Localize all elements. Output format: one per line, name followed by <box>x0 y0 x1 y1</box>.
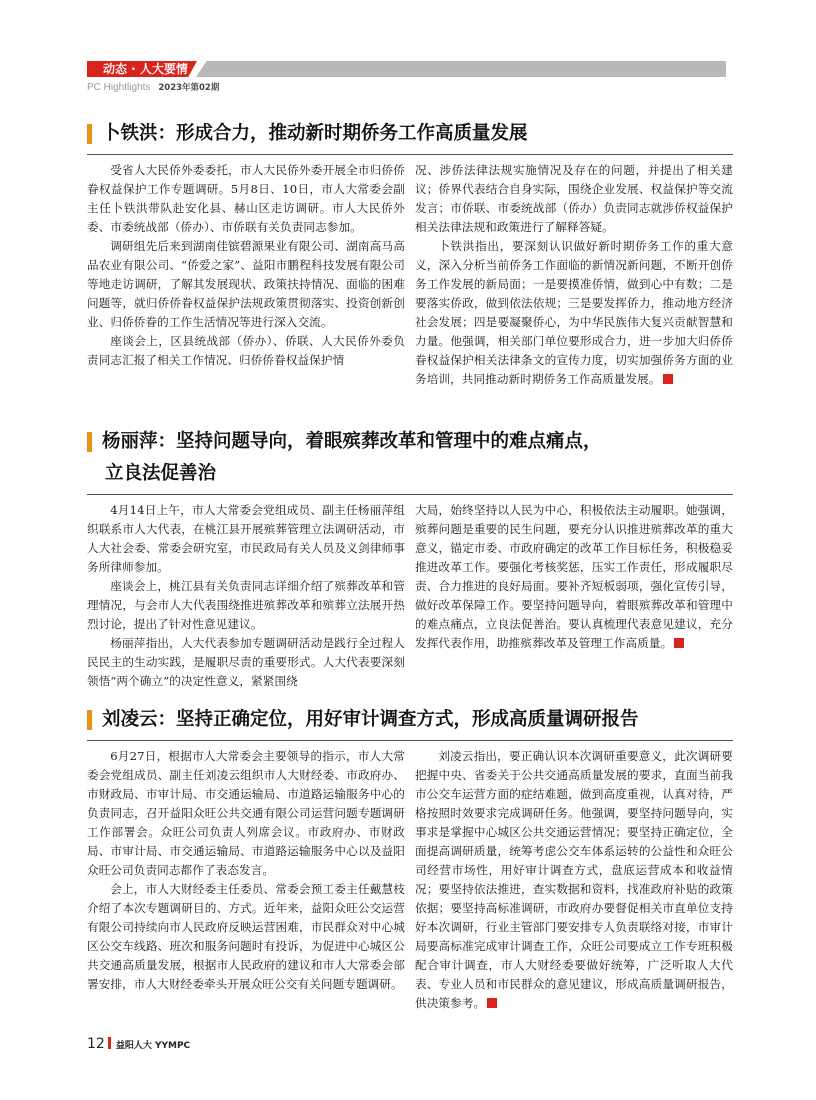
subtitle-en: PC Hightlights <box>87 82 151 93</box>
section-title <box>87 118 733 150</box>
paragraph-continued: 况、涉侨法律法规实施情况及存在的问题，并提出了相关建议；侨界代表结合自身实际，围绕企业发展、权益保护等交流发言；市侨联、市委统战部（侨办）负责同志就涉侨权益保护相关法律法规和政策进行了解释答疑。 <box>415 163 733 234</box>
title-rule <box>87 740 733 741</box>
two-column-body <box>87 747 733 1013</box>
page-footer <box>87 1033 190 1052</box>
left-column <box>87 747 405 1013</box>
paragraph-continued <box>415 501 733 653</box>
header-subtitle <box>87 81 219 93</box>
two-column-body <box>87 501 733 691</box>
left-column <box>87 501 405 691</box>
paragraph: 座谈会上，桃江县有关负责同志详细介绍了殡葬改革和管理情况，与会市人大代表围绕推进殡葬改革和殡葬立法展开热烈讨论，提出了针对性意见建议。 <box>87 579 405 631</box>
right-column <box>415 747 733 1013</box>
paragraph-text: 大局，始终坚持以人民为中心，积极依法主动履职。她强调，殡葬问题是重要的民生问题，要充分认识推进殡葬改革的重大意义，锚定市委、市政府确定的改革工作目标任务，积极稳妥推进改革工作。要强化考核奖惩，压实工作责任，形成履职尽责、合力推进的良好局面。要补齐短板弱项，强化宣传引导，做好改革保障工作。要坚持问题导向，着眼殡葬改革和管理中的难点痛点，立良法促善治。要认真梳理代表意见建议，充分发挥代表作用，助推殡葬改革及管理工作高质量。 <box>415 503 733 650</box>
end-mark-icon <box>674 638 684 648</box>
column-label: 动态 · 人大要情 <box>103 62 188 76</box>
header-gray-band <box>196 61 726 77</box>
paragraph-text: 卜铁洪指出，要深刻认识做好新时期侨务工作的重大意义，深入分析当前侨务工作面临的新情况新问题，不断开创侨务工作发展的新局面；一是要摸准侨情，做到心中有数；二是要落实侨政，做到依法依规；三是要发挥侨力，推动地方经济社会发展；四是要凝聚侨心，为中华民族伟大复兴贡献智慧和力量。他强调，相关部门单位要形成合力，进一步加大归侨侨眷权益保护相关法律条文的宣传力度，切实加强侨务方面的业务培训，共同推动新时期侨务工作高质量发展。 <box>415 239 733 386</box>
title-rule <box>87 154 733 155</box>
section-title-line2: 立良法促善治 <box>105 463 217 484</box>
section-title <box>87 704 733 736</box>
right-column <box>415 501 733 691</box>
paragraph: 会上，市人大财经委主任委员、常委会预工委主任戴慧枝介绍了本次专题调研目的、方式。近年来，益阳众旺公交运营有限公司持续向市人民政府反映运营困难，市民群众对中心城区公交车线路、班次和服务问题时有投诉，为促进中心城区公共交通高质量发展，根据市人民政府的建议和市人大常委会部署安排，市人大财经委牵头开展众旺公交有关问题专题调研。 <box>87 882 405 991</box>
paragraph: 杨丽萍指出，人大代表参加专题调研活动是践行全过程人民民主的生动实践，是履职尽责的重要形式。人大代表要深刻领悟“两个确立”的决定性意义，紧紧围绕 <box>87 636 405 688</box>
two-column-body <box>87 161 733 389</box>
section-title <box>87 426 733 490</box>
left-column <box>87 161 405 389</box>
end-mark-icon <box>663 374 673 384</box>
right-column <box>415 161 733 389</box>
article-section-3 <box>87 704 733 1013</box>
title-accent-bar <box>87 124 92 144</box>
section-title-text: 卜铁洪：形成合力，推动新时期侨务工作高质量发展 <box>102 123 528 144</box>
paragraph: 调研组先后来到湖南佳镔碧源果业有限公司、湖南高马高品农业有限公司、“侨爱之家”、益阳市鹏程科技发展有限公司等地走访调研，了解其发展现状、政策扶持情况、面临的困难问题等，就归侨侨眷权益保护法规政策贯彻落实、投资创新创业、归侨侨眷的工作生活情况等进行深入交流。 <box>87 239 405 329</box>
title-rule <box>87 494 733 495</box>
paragraph <box>415 747 733 1013</box>
article-section-2 <box>87 426 733 691</box>
paragraph: 4月14日上午，市人大常委会党组成员、副主任杨丽萍组织联系市人大代表，在桃江县开展殡葬管理立法调研活动，市人大社会委、常委会研究室，市民政局有关人员及义剑律师事务所律师参加。 <box>87 503 405 574</box>
page-number: 12 <box>87 1036 105 1052</box>
paragraph: 6月27日，根据市人大常委会主要领导的指示，市人大常委会党组成员、副主任刘凌云组织市人大财经委、市政府办、市财政局、市审计局、市交通运输局、市道路运输服务中心的负责同志，召开益阳众旺公共交通有限公司运营问题专题调研工作部署会。众旺公司负责人列席会议。市政府办、市财政局、市审计局、市交通运输局、市道路运输服务中心以及益阳众旺公司负责同志都作了表态发言。 <box>87 749 405 877</box>
footer-red-bar <box>108 1037 111 1049</box>
article-section-1 <box>87 118 733 389</box>
paragraph <box>415 237 733 389</box>
title-accent-bar <box>87 432 92 452</box>
issue-number: 2023年第02期 <box>158 83 220 93</box>
title-accent-bar <box>87 710 92 730</box>
section-title-text: 刘凌云：坚持正确定位，用好审计调查方式，形成高质量调研报告 <box>102 709 639 730</box>
publication-name: 益阳人大 YYMPC <box>115 1041 191 1051</box>
paragraph: 座谈会上，区县统战部（侨办）、侨联、人大民侨外委负责同志汇报了相关工作情况、归侨侨眷权益保护情 <box>87 334 405 367</box>
end-mark-icon <box>487 998 497 1008</box>
paragraph-text: 刘凌云指出，要正确认识本次调研重要意义，此次调研要把握中央、省委关于公共交通高质量发展的要求，直面当前我市公交车运营方面的症结难题，做到高度重视，认真对待，严格按照时效要求完成调研任务。他强调，要坚持问题导向，实事求是掌握中心城区公共交通运营情况；要坚持正确定位，全面提高调研质量，统筹考虑公交车体系运转的公益性和众旺公司经营市场性，用好审计调查方式，盘底运营成本和收益情况；要坚持依法推进，查实数据和资料，找准政府补贴的政策依据；要坚持高标准调研，市政府办要督促相关市直单位支持好本次调研，行业主管部门要安排专人负责联络对接，市审计局要高标准完成审计调查工作，众旺公司要成立工作专班积极配合审计调查，市人大财经委要做好统筹，广泛听取人大代表、专业人员和市民群众的意见建议，形成高质量调研报告，供决策参考。 <box>415 749 733 1010</box>
paragraph: 受省人大民侨外委委托，市人大民侨外委开展全市归侨侨眷权益保护工作专题调研。5月8日、10日，市人大常委会副主任卜铁洪带队赴安化县、赫山区走访调研。市人大民侨外委、市委统战部（侨办）、市侨联有关负责同志参加。 <box>87 163 405 234</box>
section-title-text: 杨丽萍：坚持问题导向，着眼殡葬改革和管理中的难点痛点， <box>102 431 602 452</box>
